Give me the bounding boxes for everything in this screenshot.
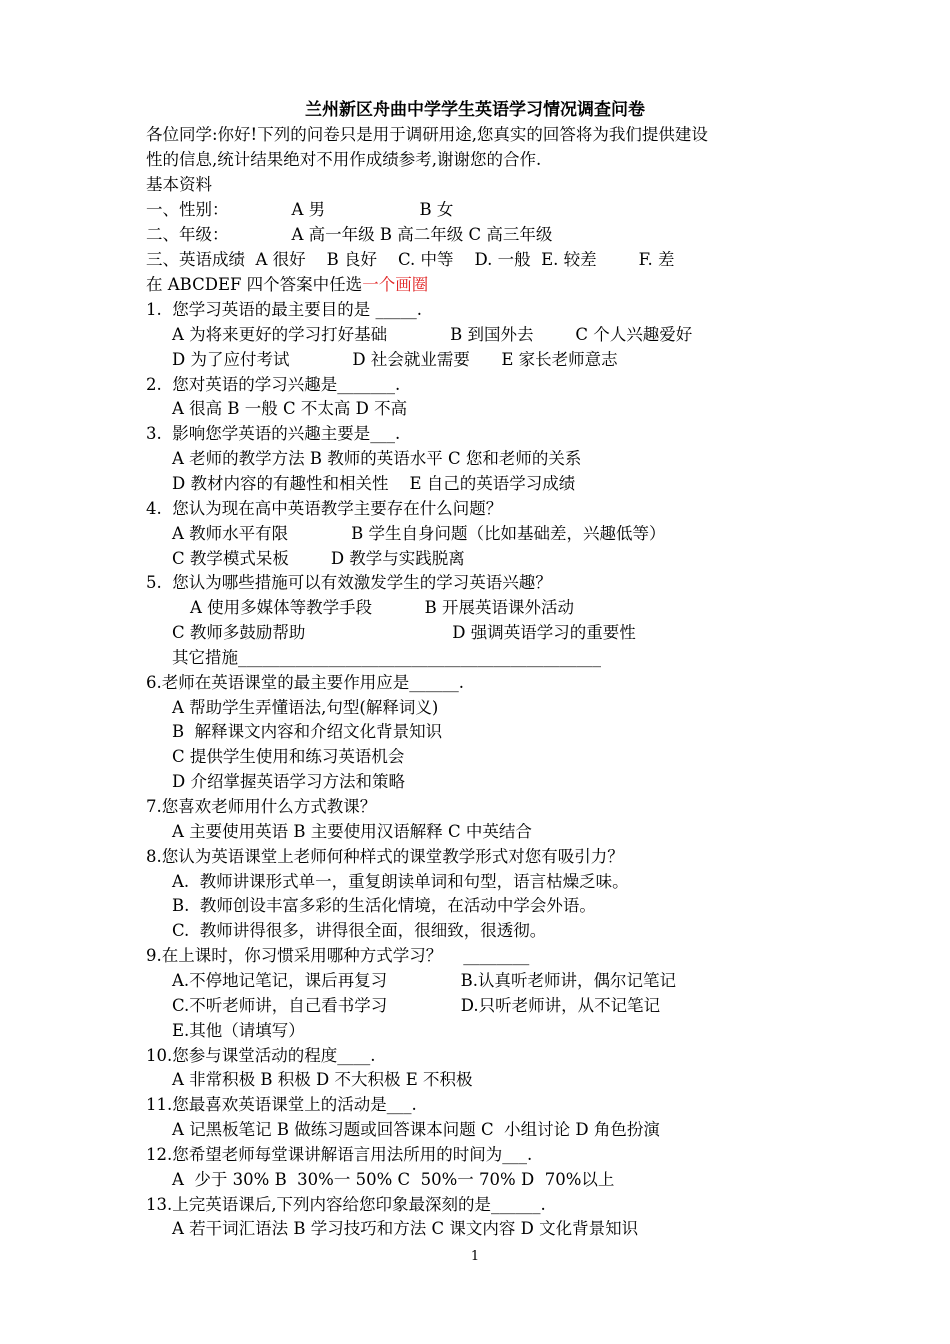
- instruction-line: [146, 273, 428, 297]
- option-line: A 教师水平有限 B 学生自身问题（比如基础差，兴趣低等）: [172, 524, 666, 543]
- option-line: 其它措施____________________________________________: [172, 648, 601, 667]
- option-line: A 老师的教学方法 B 教师的英语水平 C 您和老师的关系: [172, 449, 582, 468]
- page-number: 1: [470, 1249, 480, 1264]
- question-line: 9.在上课时，你习惯采用哪种方式学习？ ________: [146, 946, 530, 965]
- option-line: C 教师多鼓励帮助 D 强调英语学习的重要性: [172, 623, 636, 642]
- instruction-text: 在 ABCDEF 四个答案中任选: [146, 275, 363, 294]
- option-line: A 非常积极 B 积极 D 不大积极 E 不积极: [172, 1070, 473, 1089]
- question-line: 5. 您认为哪些措施可以有效激发学生的学习英语兴趣？: [146, 573, 552, 592]
- question-line: 10.您参与课堂活动的程度____.: [146, 1046, 376, 1065]
- basic-info-heading: 基本资料: [146, 175, 212, 194]
- question-line: 1. 您学习英语的最主要目的是 _____.: [146, 300, 422, 319]
- gender-line: 一、性别： A 男 B 女: [146, 200, 454, 219]
- page-title: 兰州新区舟曲中学学生英语学习情况调查问卷: [305, 100, 645, 120]
- option-line: A 记黑板笔记 B 做练习题或回答课本问题 C 小组讨论 D 角色扮演: [172, 1120, 660, 1139]
- option-line: A 帮助学生弄懂语法,句型(解释词义): [172, 698, 439, 717]
- question-line: 8.您认为英语课堂上老师何种样式的课堂教学形式对您有吸引力？: [146, 847, 624, 866]
- question-line: 4. 您认为现在高中英语教学主要存在什么问题？: [146, 499, 503, 518]
- option-line: D 为了应付考试 D 社会就业需要 E 家长老师意志: [172, 350, 618, 369]
- option-line: B. 教师创设丰富多彩的生活化情境，在活动中学会外语。: [172, 896, 596, 915]
- option-line: A 为将来更好的学习打好基础 B 到国外去 C 个人兴趣爱好: [172, 325, 693, 344]
- grade-line: 二、年级： A 高一年级 B 高二年级 C 高三年级: [146, 225, 553, 244]
- option-line: A. 教师讲课形式单一，重复朗读单词和句型，语言枯燥乏味。: [172, 872, 629, 891]
- option-line: A 少于 30% B 30%一 50% C 50%一 70% D 70%以上: [172, 1170, 615, 1189]
- option-line: D 教材内容的有趣性和相关性 E 自己的英语学习成绩: [172, 474, 576, 493]
- question-line: 2. 您对英语的学习兴趣是_______.: [146, 375, 401, 394]
- option-line: A 若干词汇语法 B 学习技巧和方法 C 课文内容 D 文化背景知识: [172, 1219, 639, 1238]
- intro-line-1: 各位同学:你好!下列的问卷只是用于调研用途,您真实的回答将为我们提供建设: [146, 125, 708, 144]
- option-line: D 介绍掌握英语学习方法和策略: [172, 772, 405, 791]
- question-line: 6.老师在英语课堂的最主要作用应是______.: [146, 673, 464, 692]
- option-line: C. 教师讲得很多，讲得很全面，很细致，很透彻。: [172, 921, 547, 940]
- instruction-highlight: 一个画圈: [362, 275, 429, 294]
- question-line: 7.您喜欢老师用什么方式教课？: [146, 797, 377, 816]
- option-line: A.不停地记笔记，课后再复习 B.认真听老师讲，偶尔记笔记: [172, 971, 676, 990]
- option-line: C 教学模式呆板 D 教学与实践脱离: [172, 549, 465, 568]
- option-line: E.其他（请填写）: [172, 1021, 305, 1040]
- question-line: 3. 影响您学英语的兴趣主要是___.: [146, 424, 401, 443]
- option-line: A 很高 B 一般 C 不太高 D 不高: [172, 399, 408, 418]
- option-line: A 主要使用英语 B 主要使用汉语解释 C 中英结合: [172, 822, 532, 841]
- option-line: C.不听老师讲，自己看书学习 D.只听老师讲，从不记笔记: [172, 996, 661, 1015]
- option-line: A 使用多媒体等教学手段 B 开展英语课外活动: [190, 598, 574, 617]
- question-line: 12.您希望老师每堂课讲解语言用法所用的时间为___.: [146, 1145, 533, 1164]
- english-score-line: 三、英语成绩 A 很好 B 良好 C. 中等 D. 一般 E. 较差 F. 差: [146, 250, 675, 269]
- question-line: 13.上完英语课后,下列内容给您印象最深刻的是______.: [146, 1195, 546, 1214]
- question-line: 11.您最喜欢英语课堂上的活动是___.: [146, 1095, 417, 1114]
- option-line: C 提供学生使用和练习英语机会: [172, 747, 405, 766]
- intro-line-2: 性的信息,统计结果绝对不用作成绩参考,谢谢您的合作.: [146, 150, 542, 169]
- option-line: B 解释课文内容和介绍文化背景知识: [172, 722, 443, 741]
